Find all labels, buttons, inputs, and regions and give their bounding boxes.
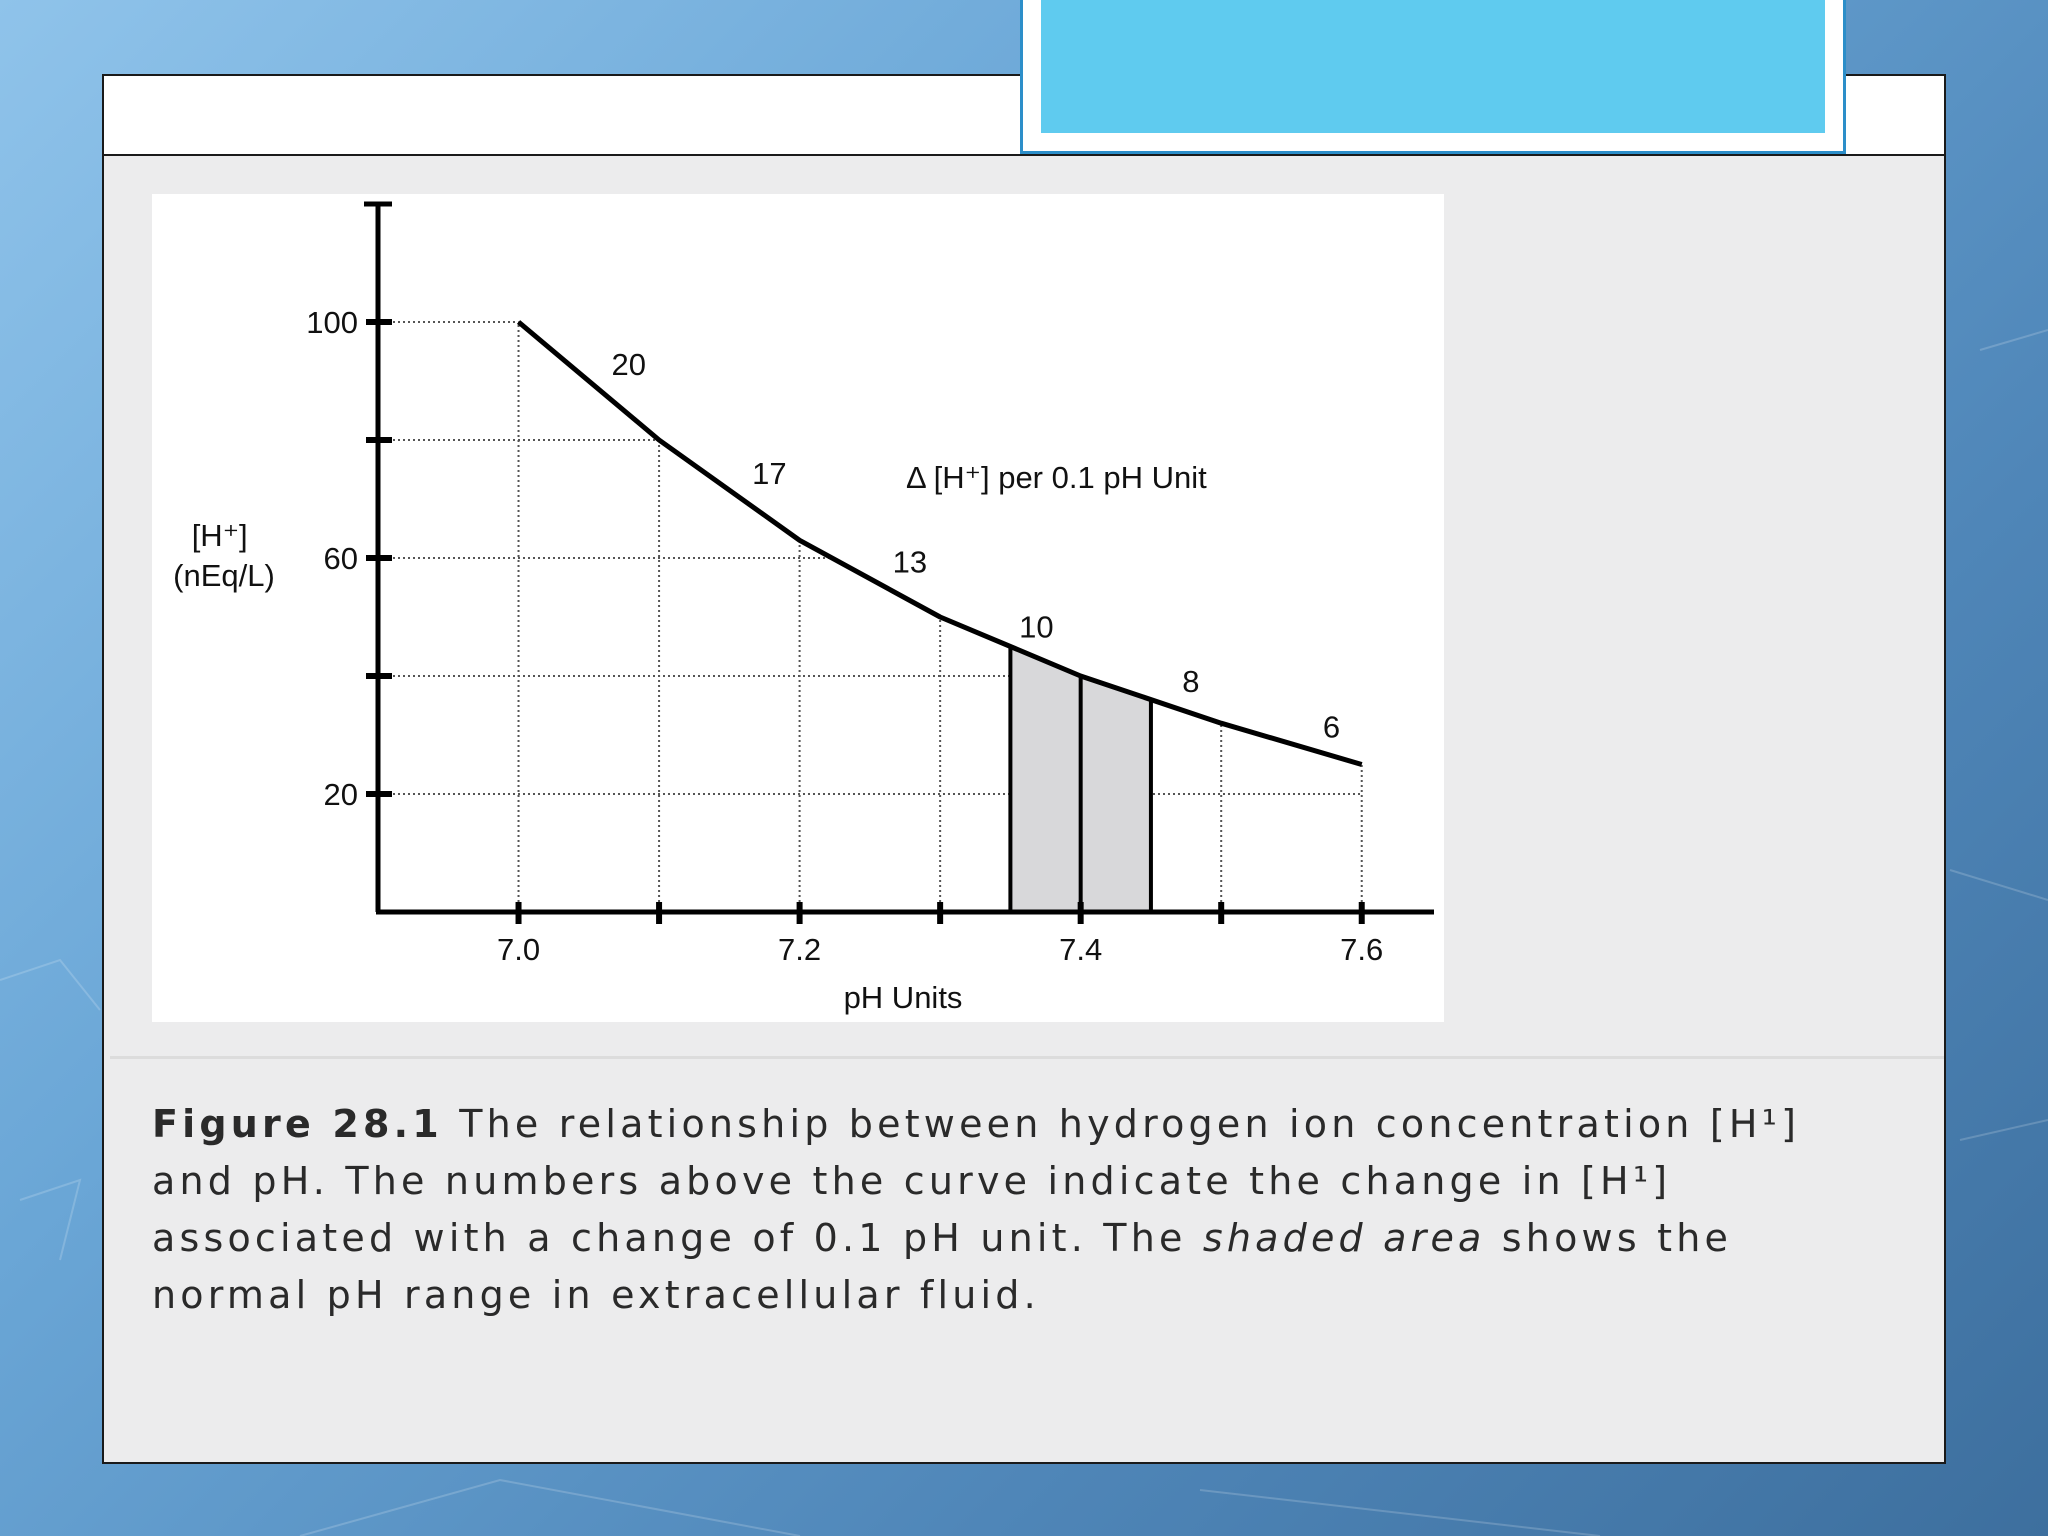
- x-tick-label: 7.6: [1340, 932, 1384, 967]
- figure-caption: [152, 1096, 1892, 1324]
- x-tick-label: 7.2: [778, 932, 822, 967]
- caption-text-italic: shaded area: [1202, 1216, 1486, 1260]
- delta-value-label: 20: [611, 347, 647, 382]
- title-placeholder: [1020, 0, 1846, 154]
- y-axis-title-line-2: (nEq/L): [173, 558, 275, 593]
- delta-value-label: 17: [752, 456, 787, 492]
- delta-value-label: 6: [1322, 709, 1341, 745]
- figure-panel: [152, 194, 1444, 1022]
- y-tick-label: 100: [306, 305, 358, 340]
- x-tick-label: 7.4: [1059, 932, 1103, 967]
- y-tick-label: 20: [323, 777, 358, 812]
- delta-value-label: 10: [1019, 609, 1054, 645]
- y-axis-title-line-1: [H⁺]: [191, 518, 248, 553]
- y-axis-title: [173, 518, 275, 593]
- caption-figure-label: Figure 28.1: [152, 1102, 443, 1146]
- data-labels: [612, 347, 1341, 744]
- title-placeholder-fill: [1041, 0, 1825, 133]
- y-tick-label: 60: [323, 541, 358, 576]
- curve: [519, 322, 1362, 765]
- caption-text-2: shows the normal pH range in extracellular fluid.: [152, 1216, 1733, 1317]
- h-ion-curve: [519, 322, 1362, 765]
- caption-divider: [110, 1056, 1944, 1059]
- delta-value-label: 13: [892, 544, 928, 580]
- grid: [378, 322, 1362, 912]
- shaded-range: [1010, 647, 1151, 913]
- x-axis-title: pH Units: [843, 980, 963, 1015]
- caption-text-1: The relationship between hydrogen ion concentration [H¹] and pH. The numbers above the curve indicate the change in [H¹] associated with a change of 0.1 pH unit. The: [152, 1102, 1801, 1260]
- delta-value-label: 8: [1182, 663, 1200, 699]
- hydrogen-ion-ph-chart: [152, 194, 1444, 1022]
- ticks: [306, 305, 1383, 967]
- x-tick-label: 7.0: [496, 932, 541, 967]
- delta-legend-label: Δ [H⁺] per 0.1 pH Unit: [906, 460, 1207, 495]
